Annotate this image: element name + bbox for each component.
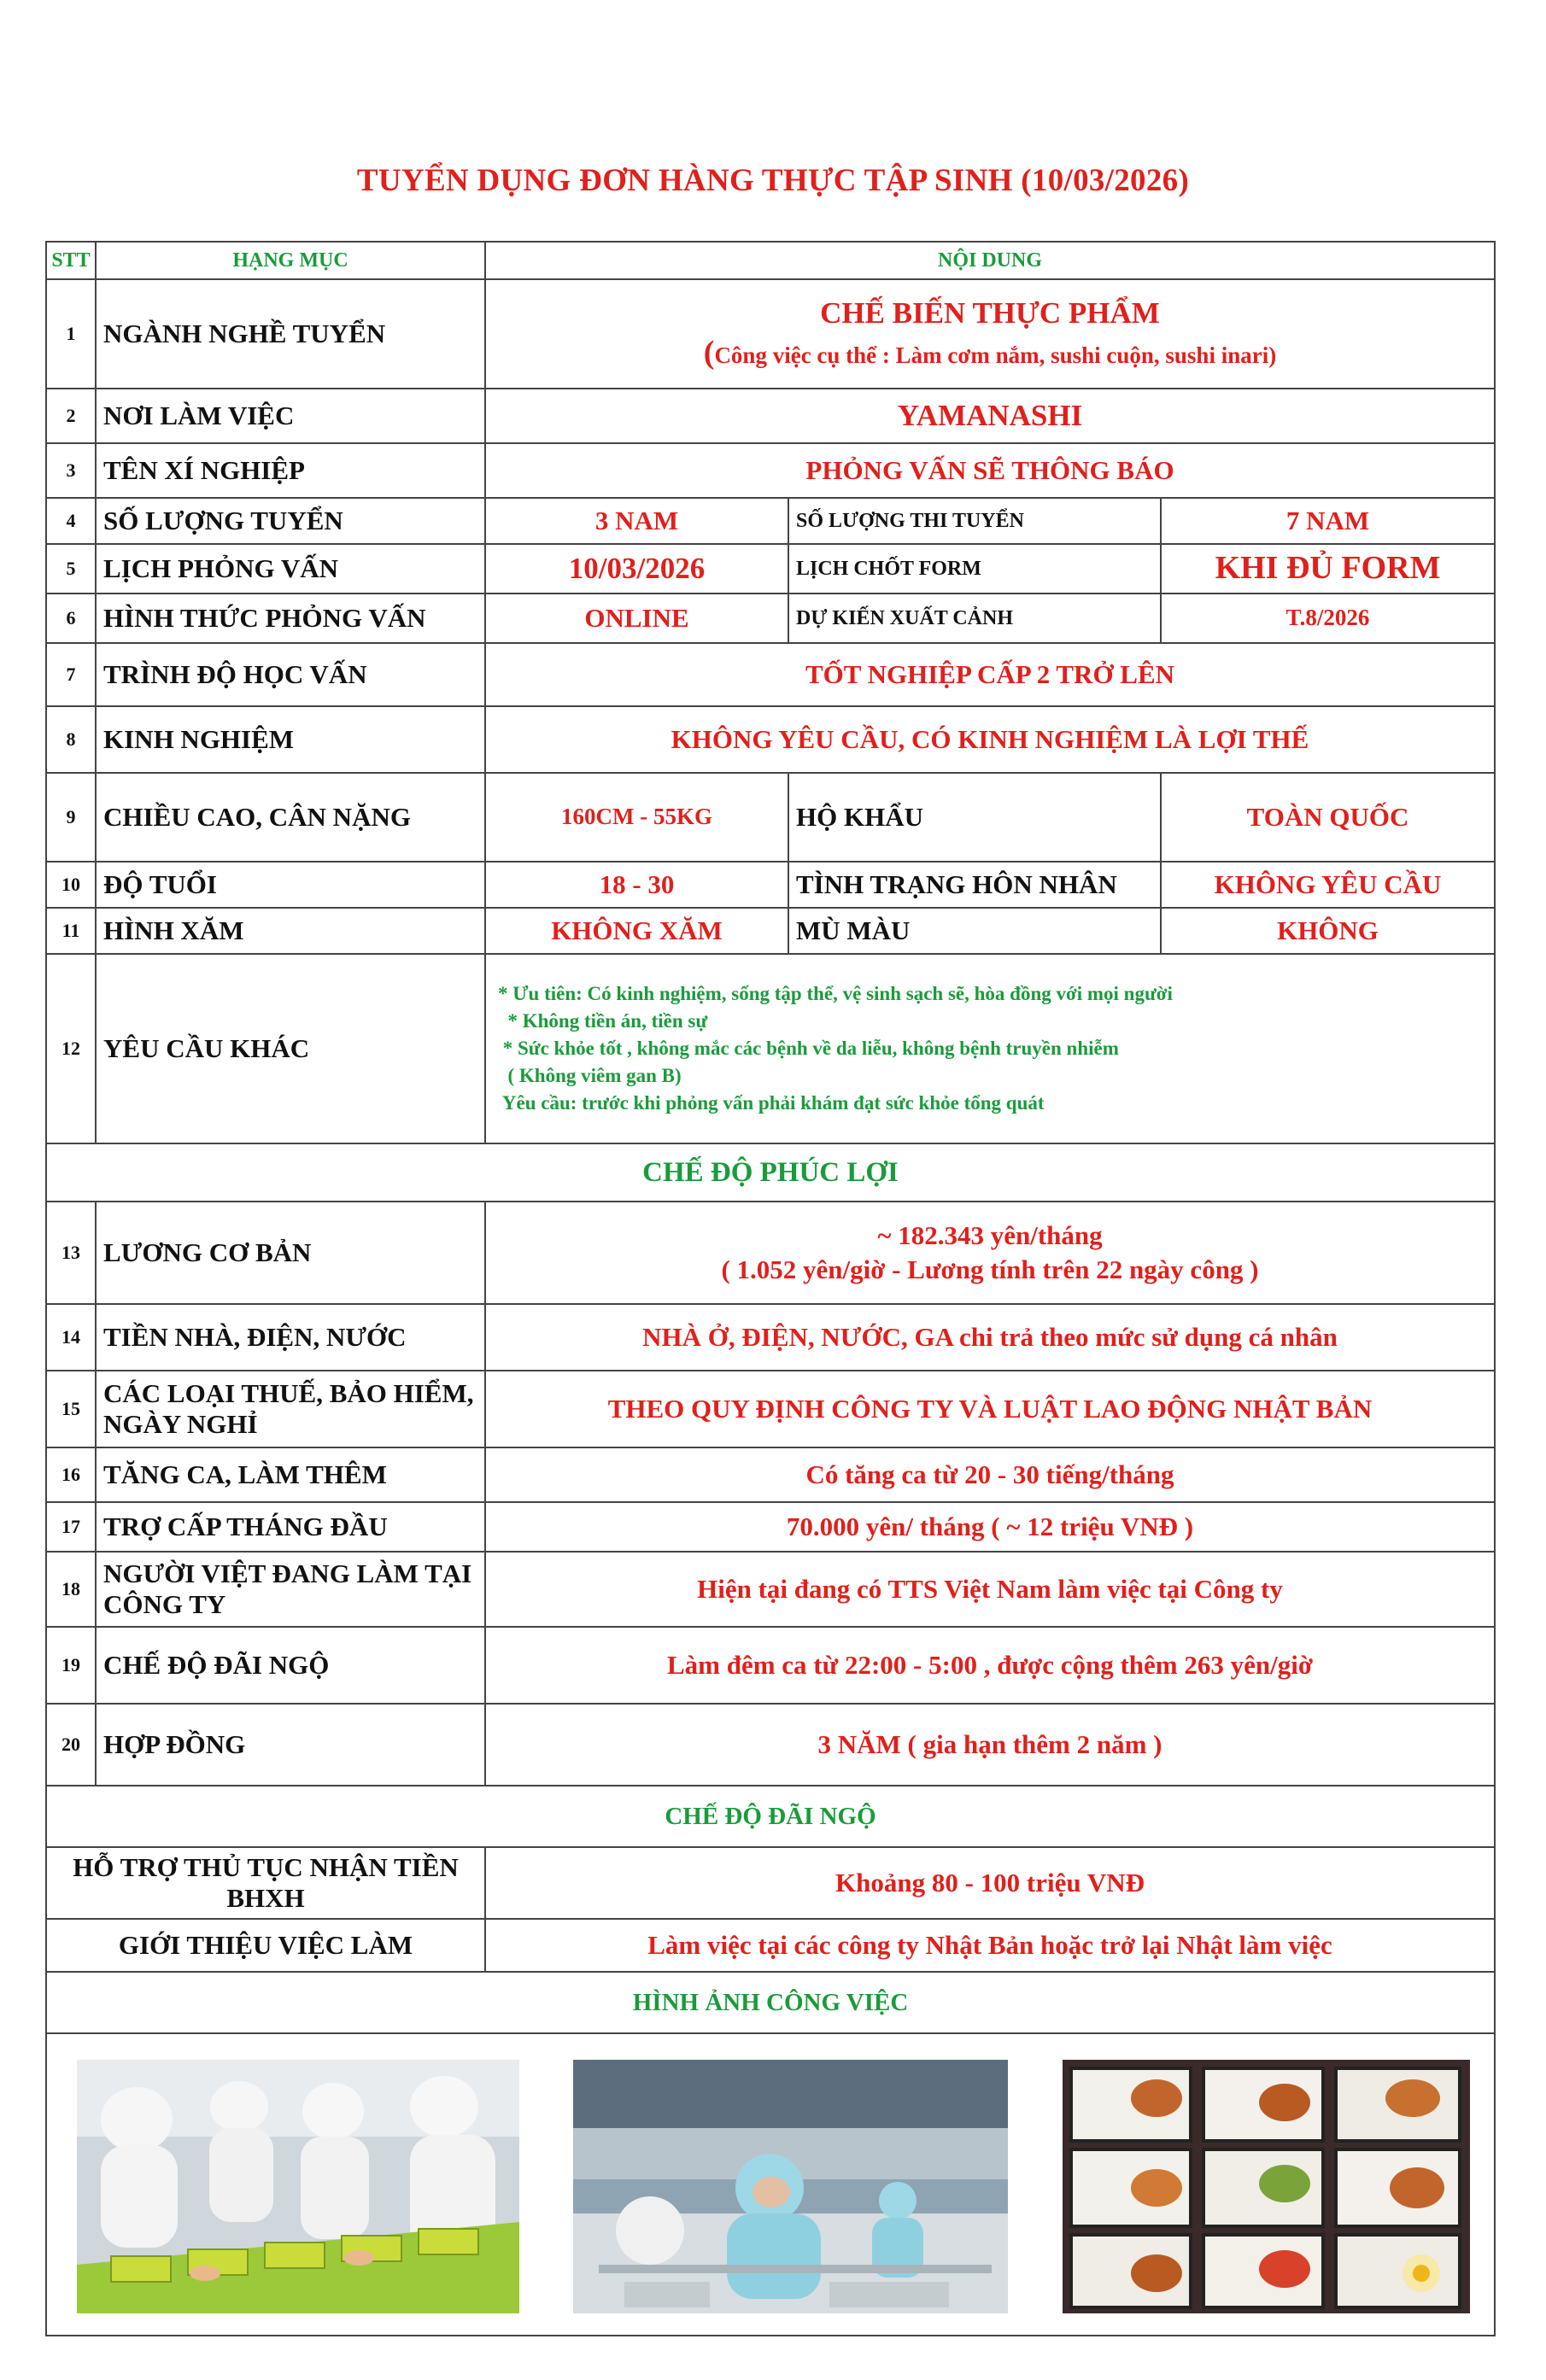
note-line: * Ưu tiên: Có kinh nghiệm, sống tập thể, vệ sinh sạch sẽ, hòa đồng với mọi người bbox=[498, 982, 1173, 1004]
table-row bbox=[46, 773, 1495, 862]
photo-workers-packing bbox=[77, 2060, 519, 2313]
row-number: 17 bbox=[46, 1502, 96, 1552]
row-number: 12 bbox=[46, 954, 96, 1143]
row-value: KHÔNG XĂM bbox=[485, 908, 788, 954]
salary-hourly: ( 1.052 yên/giờ - Lương tính trên 22 ngày công ) bbox=[721, 1254, 1259, 1284]
row-label: KINH NGHIỆM bbox=[96, 706, 485, 773]
note-line: Yêu cầu: trước khi phỏng vấn phải khám đạt sức khỏe tổng quát bbox=[498, 1092, 1045, 1114]
job-detail-text: Công việc cụ thể : Làm cơm nắm, sushi cuộn, sushi inari) bbox=[714, 342, 1277, 369]
row-number: 18 bbox=[46, 1552, 96, 1627]
section-photos-title: HÌNH ẢNH CÔNG VIỆC bbox=[46, 1972, 1495, 2033]
row-value: PHỎNG VẤN SẼ THÔNG BÁO bbox=[485, 443, 1495, 498]
row-label: LƯƠNG CƠ BẢN bbox=[96, 1202, 485, 1304]
row-label: CÁC LOẠI THUẾ, BẢO HIỂM, NGÀY NGHỈ bbox=[96, 1371, 485, 1447]
row-value: Hiện tại đang có TTS Việt Nam làm việc tại Công ty bbox=[485, 1552, 1495, 1627]
table-row bbox=[46, 954, 1495, 1143]
row-number: 20 bbox=[46, 1704, 96, 1786]
row-number: 13 bbox=[46, 1202, 96, 1304]
row-value bbox=[485, 279, 1495, 389]
table-row bbox=[46, 1919, 1495, 1972]
row-value: YAMANASHI bbox=[485, 389, 1495, 443]
photo-row bbox=[46, 2033, 1495, 2336]
section-treatment-title: CHẾ ĐỘ ĐÃI NGỘ bbox=[46, 1786, 1495, 1847]
note-line: * Không tiền án, tiền sự bbox=[498, 1009, 708, 1032]
table-row bbox=[46, 544, 1495, 594]
row-label-secondary: TÌNH TRẠNG HÔN NHÂN bbox=[788, 862, 1161, 908]
page-title: TUYỂN DỤNG ĐƠN HÀNG THỰC TẬP SINH (10/03/2026) bbox=[356, 163, 1190, 198]
row-label-secondary: DỰ KIẾN XUẤT CẢNH bbox=[788, 594, 1161, 643]
row-label: TIỀN NHÀ, ĐIỆN, NƯỚC bbox=[96, 1304, 485, 1371]
table-row bbox=[46, 1502, 1495, 1552]
row-label: GIỚI THIỆU VIỆC LÀM bbox=[46, 1919, 485, 1972]
row-number: 14 bbox=[46, 1304, 96, 1371]
row-value: 18 - 30 bbox=[485, 862, 788, 908]
table-row bbox=[46, 594, 1495, 643]
row-value: 3 NAM bbox=[485, 498, 788, 544]
table-row bbox=[46, 1304, 1495, 1371]
row-label: CHẾ ĐỘ ĐÃI NGỘ bbox=[96, 1627, 485, 1704]
row-number: 1 bbox=[46, 279, 96, 389]
row-number: 6 bbox=[46, 594, 96, 643]
row-value-secondary: 7 NAM bbox=[1161, 498, 1495, 544]
row-value: Có tăng ca từ 20 - 30 tiếng/tháng bbox=[485, 1447, 1495, 1502]
row-label: LỊCH PHỎNG VẤN bbox=[96, 544, 485, 594]
row-value-secondary: KHÔNG bbox=[1161, 908, 1495, 954]
header-noi-dung: NỘI DUNG bbox=[485, 242, 1495, 279]
section-row bbox=[46, 1143, 1495, 1202]
row-label: NGƯỜI VIỆT ĐANG LÀM TẠI CÔNG TY bbox=[96, 1552, 485, 1627]
row-number: 5 bbox=[46, 544, 96, 594]
row-number: 15 bbox=[46, 1371, 96, 1447]
row-number: 11 bbox=[46, 908, 96, 954]
table-row bbox=[46, 1202, 1495, 1304]
row-value bbox=[485, 1202, 1495, 1304]
row-number: 19 bbox=[46, 1627, 96, 1704]
row-number: 7 bbox=[46, 643, 96, 706]
section-row bbox=[46, 1786, 1495, 1847]
row-label-secondary: SỐ LƯỢNG THI TUYỂN bbox=[788, 498, 1161, 544]
table-row bbox=[46, 498, 1495, 544]
table-row bbox=[46, 1704, 1495, 1786]
table-row bbox=[46, 706, 1495, 773]
job-field-value: CHẾ BIẾN THỰC PHẨM bbox=[820, 295, 1160, 330]
row-value-secondary: TOÀN QUỐC bbox=[1161, 773, 1495, 862]
section-row bbox=[46, 1972, 1495, 2033]
row-label: TĂNG CA, LÀM THÊM bbox=[96, 1447, 485, 1502]
row-label: HÌNH XĂM bbox=[96, 908, 485, 954]
row-value: TỐT NGHIỆP CẤP 2 TRỞ LÊN bbox=[485, 643, 1495, 706]
row-value: Làm việc tại các công ty Nhật Bản hoặc trở lại Nhật làm việc bbox=[485, 1919, 1495, 1972]
row-label: YÊU CẦU KHÁC bbox=[96, 954, 485, 1143]
photo-factory-worker bbox=[573, 2060, 1008, 2313]
table-row bbox=[46, 1552, 1495, 1627]
job-detail-value bbox=[493, 332, 1487, 374]
row-value-secondary: T.8/2026 bbox=[1161, 594, 1495, 643]
row-label-secondary: HỘ KHẨU bbox=[788, 773, 1161, 862]
row-value-secondary: KHÔNG YÊU CẦU bbox=[1161, 862, 1495, 908]
table-row bbox=[46, 443, 1495, 498]
row-value: 10/03/2026 bbox=[485, 544, 788, 594]
row-value: 160CM - 55KG bbox=[485, 773, 788, 862]
row-value: NHÀ Ở, ĐIỆN, NƯỚC, GA chi trả theo mức sử dụng cá nhân bbox=[485, 1304, 1495, 1371]
table-row bbox=[46, 1371, 1495, 1447]
row-value: 3 NĂM ( gia hạn thêm 2 năm ) bbox=[485, 1704, 1495, 1786]
header-stt: STT bbox=[46, 242, 96, 279]
row-value: KHÔNG YÊU CẦU, CÓ KINH NGHIỆM LÀ LỢI THẾ bbox=[485, 706, 1495, 773]
table-header-row bbox=[46, 242, 1495, 279]
header-hang-muc: HẠNG MỤC bbox=[96, 242, 485, 279]
row-label: TRÌNH ĐỘ HỌC VẤN bbox=[96, 643, 485, 706]
note-line: * Sức khỏe tốt , không mắc các bệnh về da liễu, không bệnh truyền nhiễm bbox=[498, 1037, 1119, 1059]
row-label: HỢP ĐỒNG bbox=[96, 1704, 485, 1786]
row-label: TRỢ CẤP THÁNG ĐẦU bbox=[96, 1502, 485, 1552]
table-row bbox=[46, 1847, 1495, 1919]
workers-packing-image bbox=[77, 2060, 519, 2313]
table-row bbox=[46, 1447, 1495, 1502]
table-row bbox=[46, 1627, 1495, 1704]
work-photos bbox=[46, 2033, 1495, 2336]
row-value-secondary: KHI ĐỦ FORM bbox=[1161, 544, 1495, 594]
row-value: ONLINE bbox=[485, 594, 788, 643]
row-label-secondary: MÙ MÀU bbox=[788, 908, 1161, 954]
row-number: 10 bbox=[46, 862, 96, 908]
row-number: 2 bbox=[46, 389, 96, 443]
job-detail-paren: ( bbox=[703, 335, 715, 371]
row-label-secondary: LỊCH CHỐT FORM bbox=[788, 544, 1161, 594]
row-number: 3 bbox=[46, 443, 96, 498]
table-row bbox=[46, 643, 1495, 706]
bento-boxes-image bbox=[1063, 2060, 1470, 2313]
row-number: 16 bbox=[46, 1447, 96, 1502]
row-label: NƠI LÀM VIỆC bbox=[96, 389, 485, 443]
row-label: CHIỀU CAO, CÂN NẶNG bbox=[96, 773, 485, 862]
section-benefits-title: CHẾ ĐỘ PHÚC LỢI bbox=[46, 1143, 1495, 1202]
row-value: Làm đêm ca từ 22:00 - 5:00 , được cộng thêm 263 yên/giờ bbox=[485, 1627, 1495, 1704]
photo-bento-boxes bbox=[1063, 2060, 1470, 2313]
row-label: TÊN XÍ NGHIỆP bbox=[96, 443, 485, 498]
recruitment-table bbox=[45, 241, 1496, 2336]
salary-monthly: ~ 182.343 yên/tháng bbox=[877, 1219, 1103, 1250]
table-row bbox=[46, 862, 1495, 908]
row-number: 4 bbox=[46, 498, 96, 544]
row-number: 8 bbox=[46, 706, 96, 773]
row-label: ĐỘ TUỔI bbox=[96, 862, 485, 908]
row-value: 70.000 yên/ tháng ( ~ 12 triệu VNĐ ) bbox=[485, 1502, 1495, 1552]
table-row bbox=[46, 389, 1495, 443]
note-line: ( Không viêm gan B) bbox=[498, 1065, 682, 1087]
row-label: HÌNH THỨC PHỎNG VẤN bbox=[96, 594, 485, 643]
row-value: THEO QUY ĐỊNH CÔNG TY VÀ LUẬT LAO ĐỘNG NHẬT BẢN bbox=[485, 1371, 1495, 1447]
row-label: SỐ LƯỢNG TUYỂN bbox=[96, 498, 485, 544]
row-value: Khoảng 80 - 100 triệu VNĐ bbox=[485, 1847, 1495, 1919]
row-number: 9 bbox=[46, 773, 96, 862]
table-row bbox=[46, 908, 1495, 954]
table-row bbox=[46, 279, 1495, 389]
row-label: HỖ TRỢ THỦ TỤC NHẬN TIỀN BHXH bbox=[46, 1847, 485, 1919]
other-requirements bbox=[485, 954, 1495, 1143]
row-label: NGÀNH NGHỀ TUYỂN bbox=[96, 279, 485, 389]
factory-worker-image bbox=[573, 2060, 1008, 2313]
